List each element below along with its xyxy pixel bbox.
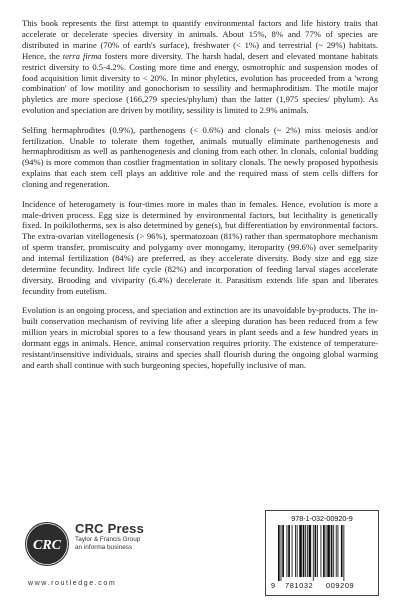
crc-press-logo-icon <box>23 520 71 568</box>
barcode-bar <box>331 525 333 577</box>
barcode-icon <box>278 525 368 581</box>
paragraph <box>22 199 378 297</box>
isbn-label: 978-1-032-00920-9 <box>291 514 353 523</box>
barcode-bar <box>281 525 282 581</box>
barcode-bar <box>307 525 308 577</box>
barcode-bar <box>292 525 293 577</box>
barcode-bar <box>315 525 317 577</box>
italic-text: terra firma <box>62 50 102 61</box>
barcode-bar <box>287 525 288 577</box>
paragraph <box>22 305 378 370</box>
publisher-name: CRC Press <box>75 521 144 536</box>
text-run: Selfing hermaphrodites (0.9%), parthenogens (< 0.6%) and clonals (~ 2%) miss meiosis and/or fertilization. Unable to tolerate them together, animals mutually eliminate parthenogenesis and hermaphroditism as well as parthenogenesis and cloning from each other. In clonals, colonial budding (94%) is more common than costlier fragmentation in solitary clonals. The newly proposed hypothesis explains that each stem cell plays an additive role and the required mass of stem cells differs for cloning and regeneration. <box>22 124 378 190</box>
barcode-bar <box>333 525 334 577</box>
text-run: This book represents the first attempt to quantify environmental factors and life history traits that accelerate or decelerate species diversity in animals. About 15%, 8% and 77% of species are distributed in marine (70% of earth's surface), freshwater (< 1%) and terrestrial (~ 29%) habitats. Hence, the <box>22 18 378 61</box>
barcode-bar <box>336 525 337 577</box>
barcode-bar <box>341 525 343 577</box>
barcode-bar <box>343 525 344 581</box>
barcode-digits-left: 781032 <box>285 581 314 590</box>
publisher-imprint: Taylor & Francis Group <box>75 536 141 543</box>
barcode-bar <box>313 525 314 581</box>
barcode-panel <box>265 510 379 596</box>
text-run: Incidence of heterogamety is four-times more in males than in females. Hence, evolution is more a male-driven process. Egg size is determined by environmental factors, but lecithality is genetically fixed. In poikilotherms, sex is also determined by gene(s), but differentiation by environmental factors. The extra-ovarian vitellogenesis (> 96%), spermatozoan (81%) rather than spermatophore mechanism of sperm transfer, promiscuity and polygamy over monogamy, iteroparity (99.6%) over semelparity and internal fertilization (84%) are preferred, as they accelerate diversity. Body size and egg size determine fecundity. Indirect life cycle (82%) and incorporation of feeding larval stages accelerate diversity. Brooding and viviparity (6.4%) decelerate it. Parasitism extends life span and liberates fecundity from eutelism. <box>22 198 378 296</box>
text-run: Evolution is an ongoing process, and speciation and extinction are its unavoidable by-products. The in-built conservation mechanism of reviving life after a sleeping duration has been reduced from a few million years in microbial spores to a few thousand years in plant seeds and a few hundred years in dormant eggs in animals. Hence, animal conservation requires priority. The existence of temperature-resistant/insensitive individuals, strains and species shall flourish during the ongoing global warming and earth shall continue with such burgeoning species, hopefully inclusive of man. <box>22 305 378 370</box>
barcode-digits-right: 009209 <box>326 581 355 590</box>
barcode-bar <box>303 525 305 577</box>
publisher-info <box>75 521 144 552</box>
barcode-bar <box>321 525 322 577</box>
back-cover-text <box>22 18 378 379</box>
barcode-bar <box>323 525 325 577</box>
barcode-bar <box>278 525 280 581</box>
barcode-bar <box>317 525 318 577</box>
logo-text: CRC <box>32 538 62 553</box>
barcode-bar <box>309 525 312 577</box>
paragraph <box>22 18 378 116</box>
barcode-bar <box>327 525 330 577</box>
barcode-bar <box>295 525 296 577</box>
paragraph <box>22 125 378 190</box>
barcode-bar <box>299 525 302 577</box>
publisher-website[interactable]: www.routledge.com <box>28 580 117 587</box>
text-run: fosters more diversity. The harsh hadal, desert and elevated montane habitats restrict diversity to 0.5-4.2%. Costing more time and energy, osmotrophic and suspension modes of food acquisition limit diversity to < 20%. In minor phyletics, evolution has proceeded from a 'wrong combination' of low motility and gonochorism to sessility and hermaphroditism. The motile major phyletics are more speciose (166,279 species/phylum) than the latter (1,975 species/ phylum). As evolution and speciation are driven by motility, sessility is limited to 2.9% animals. <box>22 50 378 116</box>
barcode-bar <box>305 525 306 577</box>
barcode-bar <box>297 525 298 577</box>
barcode-bar <box>288 525 290 577</box>
publisher-tagline: an informa business <box>75 544 133 551</box>
barcode-digit-first: 9 <box>271 581 276 590</box>
barcode-bar <box>338 525 339 577</box>
cover-footer <box>0 508 400 600</box>
barcode-bar <box>326 525 327 577</box>
barcode-bar <box>282 525 284 577</box>
